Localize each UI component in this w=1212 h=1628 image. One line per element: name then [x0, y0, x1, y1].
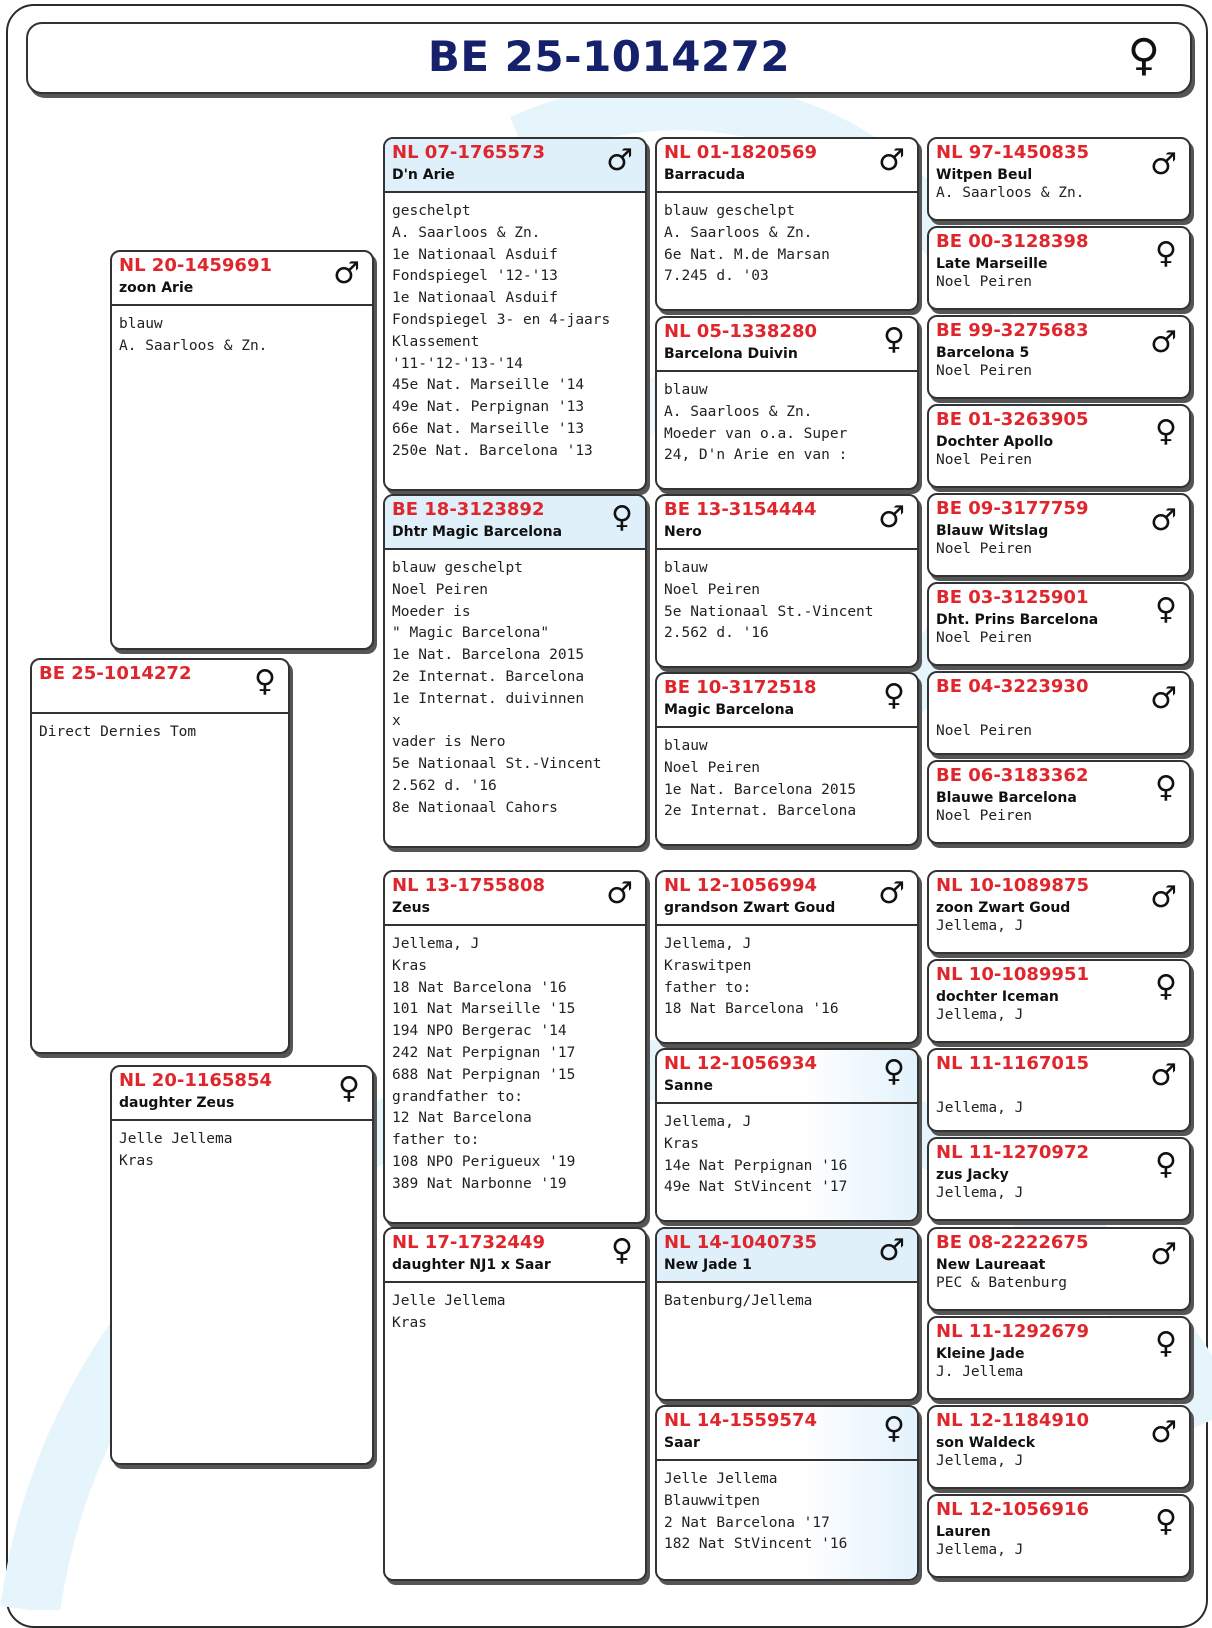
detail-line: A. Saarloos & Zn. [119, 337, 268, 354]
pigeon-name: Saar [664, 1435, 700, 1451]
detail-line: Kras [664, 1135, 699, 1152]
detail-line: 2 Nat Barcelona '17 [664, 1514, 830, 1531]
pigeon-card[interactable] [383, 494, 647, 848]
pigeon-name: D'n Arie [392, 167, 455, 183]
card-details [385, 550, 645, 820]
female-symbol-icon: ♀ [338, 1071, 360, 1106]
ring-number: NL 10-1089875 [936, 875, 1089, 896]
card-header [385, 1229, 645, 1283]
ring-number: NL 12-1056934 [664, 1053, 817, 1074]
detail-line: 108 NPO Perigueux '19 [392, 1153, 576, 1170]
ring-number: NL 11-1270972 [936, 1142, 1089, 1163]
detail-line: 1e Nat. Barcelona 2015 [392, 647, 585, 664]
pigeon-card[interactable] [927, 582, 1191, 666]
pigeon-name: Kleine Jade [936, 1346, 1025, 1362]
ring-number: NL 14-1559574 [664, 1410, 817, 1431]
ring-number: BE 06-3183362 [936, 765, 1089, 786]
breeder-name: Jellema, J [936, 1100, 1024, 1116]
detail-line: 49e Nat StVincent '17 [664, 1179, 848, 1196]
ring-number: BE 01-3263905 [936, 409, 1089, 430]
female-symbol-icon: ♀ [1155, 236, 1177, 271]
pigeon-name: Dochter Apollo [936, 434, 1054, 450]
breeder-name: Noel Peiren [936, 274, 1033, 290]
detail-line: 6e Nat. M.de Marsan [664, 246, 830, 263]
card-details [112, 306, 372, 358]
breeder-name: Noel Peiren [936, 363, 1033, 379]
pigeon-name: Witpen Beul [936, 167, 1033, 183]
female-symbol-icon: ♀ [883, 1411, 905, 1446]
detail-line: blauw [664, 738, 708, 754]
pigeon-name: Barcelona Duivin [664, 346, 798, 362]
pigeon-card[interactable] [927, 1227, 1191, 1311]
detail-line: Fondspiegel 3- en 4-jaars [392, 311, 611, 328]
detail-line: 250e Nat. Barcelona '13 [392, 442, 593, 459]
card-details [112, 1121, 372, 1173]
detail-line: 7.245 d. '03 [664, 268, 769, 285]
pigeon-name: Late Marseille [936, 256, 1048, 272]
card-header [657, 318, 917, 372]
breeder-name: Jellema, J [936, 1542, 1024, 1558]
card-header [657, 139, 917, 193]
female-symbol-icon: ♀ [1155, 592, 1177, 627]
detail-line: A. Saarloos & Zn. [392, 224, 541, 241]
card-details [32, 714, 288, 744]
pigeon-card[interactable] [927, 1405, 1191, 1489]
pigeon-card[interactable] [927, 226, 1191, 310]
ring-number: BE 25-1014272 [39, 663, 192, 684]
detail-line: Kras [119, 1152, 154, 1169]
female-symbol-icon: ♀ [883, 678, 905, 713]
card-details [385, 1283, 645, 1335]
detail-line: 14e Nat Perpignan '16 [664, 1157, 848, 1174]
detail-line: Kras [392, 1314, 427, 1331]
detail-line: 182 Nat StVincent '16 [664, 1536, 848, 1553]
pigeon-card[interactable] [927, 1494, 1191, 1578]
detail-line: Noel Peiren [392, 581, 489, 598]
detail-line: 242 Nat Perpignan '17 [392, 1044, 576, 1061]
detail-line: Jellema, J [392, 936, 480, 952]
pigeon-name: Magic Barcelona [664, 702, 795, 718]
pigeon-name: daughter NJ1 x Saar [392, 1257, 551, 1273]
pigeon-card[interactable] [30, 658, 290, 1054]
card-details [657, 550, 917, 645]
detail-line: Klassement [392, 333, 480, 350]
pigeon-name: Barcelona 5 [936, 345, 1030, 361]
detail-line: x [392, 712, 401, 729]
detail-line: Moeder van o.a. Super [664, 425, 848, 442]
detail-line: 688 Nat Perpignan '15 [392, 1066, 576, 1083]
female-symbol-icon: ♀ [1155, 414, 1177, 449]
breeder-name: Jellema, J [936, 1007, 1024, 1023]
breeder-name: Noel Peiren [936, 452, 1033, 468]
female-symbol-icon: ♀ [1155, 1147, 1177, 1182]
detail-line: 5e Nationaal St.-Vincent [664, 603, 874, 620]
pigeon-name: New Laureaat [936, 1257, 1046, 1273]
ring-number: NL 11-1167015 [936, 1053, 1089, 1074]
detail-line: 1e Nat. Barcelona 2015 [664, 781, 857, 798]
pigeon-card[interactable] [655, 870, 919, 1044]
detail-line: 2.562 d. '16 [392, 777, 497, 794]
detail-line: Jelle Jellema [392, 1293, 506, 1309]
detail-line: Fondspiegel '12-'13 [392, 268, 558, 285]
pigeon-name: Blauw Witslag [936, 523, 1049, 539]
ring-number: BE 00-3128398 [936, 231, 1089, 252]
detail-line: blauw geschelpt [392, 560, 523, 576]
ring-number: BE 18-3123892 [392, 499, 545, 520]
detail-line: 49e Nat. Perpignan '13 [392, 399, 585, 416]
card-header [657, 1229, 917, 1283]
pigeon-card[interactable] [110, 250, 374, 650]
female-symbol-icon: ♀ [1155, 1504, 1177, 1539]
detail-line: 8e Nationaal Cahors [392, 799, 558, 816]
female-symbol-icon: ♀ [1127, 30, 1160, 81]
pigeon-name: New Jade 1 [664, 1257, 752, 1273]
detail-line: Jelle Jellema [119, 1131, 233, 1147]
pigeon-card[interactable] [655, 1048, 919, 1222]
pigeon-name: grandson Zwart Goud [664, 900, 836, 916]
detail-line: 2.562 d. '16 [664, 625, 769, 642]
detail-line: Jelle Jellema [664, 1471, 778, 1487]
pigeon-card[interactable] [655, 494, 919, 668]
detail-line: 66e Nat. Marseille '13 [392, 420, 585, 437]
male-symbol-icon: ♂ [1150, 1237, 1177, 1272]
pigeon-card[interactable] [927, 959, 1191, 1043]
card-details [657, 372, 917, 467]
pigeon-card[interactable] [927, 315, 1191, 399]
detail-line: " Magic Barcelona" [392, 625, 550, 642]
pigeon-name: zoon Zwart Goud [936, 900, 1071, 916]
ring-number: NL 20-1165854 [119, 1070, 272, 1091]
pigeon-card[interactable] [383, 137, 647, 491]
male-symbol-icon: ♂ [1150, 880, 1177, 915]
detail-line: 194 NPO Bergerac '14 [392, 1023, 567, 1040]
pigeon-card[interactable] [655, 137, 919, 311]
pigeon-card[interactable] [927, 870, 1191, 954]
pigeon-name: zus Jacky [936, 1167, 1009, 1183]
detail-line: 1e Nationaal Asduif [392, 246, 558, 263]
pigeon-card[interactable] [927, 404, 1191, 488]
detail-line: A. Saarloos & Zn. [664, 403, 813, 420]
detail-line: 1e Nationaal Asduif [392, 290, 558, 307]
breeder-name: Noel Peiren [936, 723, 1033, 739]
detail-line: Noel Peiren [664, 759, 761, 776]
pigeon-card[interactable] [655, 1227, 919, 1401]
ring-number: NL 12-1056994 [664, 875, 817, 896]
ring-number: BE 04-3223930 [936, 676, 1089, 697]
breeder-name: Noel Peiren [936, 541, 1033, 557]
female-symbol-icon: ♀ [1155, 770, 1177, 805]
detail-line: 5e Nationaal St.-Vincent [392, 756, 602, 773]
female-symbol-icon: ♀ [611, 500, 633, 535]
pigeon-name: daughter Zeus [119, 1095, 235, 1111]
detail-line: blauw geschelpt [664, 203, 795, 219]
detail-line: 1e Internat. duivinnen [392, 690, 585, 707]
card-header [112, 252, 372, 306]
male-symbol-icon: ♂ [878, 500, 905, 535]
detail-line: vader is Nero [392, 734, 506, 751]
ring-number: BE 03-3125901 [936, 587, 1089, 608]
breeder-name: Jellema, J [936, 1185, 1024, 1201]
ring-number: NL 14-1040735 [664, 1232, 817, 1253]
breeder-name: A. Saarloos & Zn. [936, 185, 1085, 201]
ring-number: BE 99-3275683 [936, 320, 1089, 341]
card-header [385, 139, 645, 193]
male-symbol-icon: ♂ [333, 256, 360, 291]
detail-line: Blauwwitpen [664, 1492, 761, 1509]
pigeon-card[interactable] [927, 1316, 1191, 1400]
pigeon-name: Lauren [936, 1524, 991, 1540]
ring-number: NL 13-1755808 [392, 875, 545, 896]
breeder-name: PEC & Batenburg [936, 1275, 1067, 1291]
ring-number: NL 12-1056916 [936, 1499, 1089, 1520]
male-symbol-icon: ♂ [1150, 1415, 1177, 1450]
male-symbol-icon: ♂ [878, 143, 905, 178]
pigeon-card[interactable] [927, 137, 1191, 221]
pigeon-card[interactable] [927, 1048, 1191, 1132]
detail-line: blauw [664, 560, 708, 576]
ring-number: NL 12-1184910 [936, 1410, 1089, 1431]
pigeon-name: dochter Iceman [936, 989, 1059, 1005]
detail-line: A. Saarloos & Zn. [664, 224, 813, 241]
male-symbol-icon: ♂ [1150, 503, 1177, 538]
card-details [385, 193, 645, 463]
male-symbol-icon: ♂ [1150, 681, 1177, 716]
pigeon-card[interactable] [927, 760, 1191, 844]
ring-number: BE 08-2222675 [936, 1232, 1089, 1253]
pigeon-card[interactable] [655, 1405, 919, 1581]
pigeon-card[interactable] [927, 671, 1191, 755]
ring-number: BE 09-3177759 [936, 498, 1089, 519]
card-header [385, 872, 645, 926]
breeder-name: Jellema, J [936, 918, 1024, 934]
female-symbol-icon: ♀ [1155, 1326, 1177, 1361]
detail-line: grandfather to: [392, 1088, 523, 1105]
pigeon-card[interactable] [927, 1137, 1191, 1221]
detail-line: 2e Internat. Barcelona [664, 803, 857, 820]
male-symbol-icon: ♂ [878, 876, 905, 911]
ring-number: NL 10-1089951 [936, 964, 1089, 985]
pigeon-card[interactable] [383, 870, 647, 1224]
breeder-name: Jellema, J [936, 1453, 1024, 1469]
detail-line: Noel Peiren [664, 581, 761, 598]
card-details [657, 926, 917, 1021]
ring-number: NL 97-1450835 [936, 142, 1089, 163]
card-header [32, 660, 288, 714]
detail-line: Moeder is [392, 603, 471, 620]
pigeon-card[interactable] [927, 493, 1191, 577]
female-symbol-icon: ♀ [883, 1054, 905, 1089]
male-symbol-icon: ♂ [1150, 147, 1177, 182]
detail-line: father to: [664, 979, 752, 996]
detail-line: 18 Nat Barcelona '16 [664, 1001, 839, 1018]
male-symbol-icon: ♂ [1150, 325, 1177, 360]
male-symbol-icon: ♂ [606, 876, 633, 911]
pigeon-name: son Waldeck [936, 1435, 1036, 1451]
male-symbol-icon: ♂ [1150, 1058, 1177, 1093]
detail-line: 101 Nat Marseille '15 [392, 1001, 576, 1018]
female-symbol-icon: ♀ [611, 1233, 633, 1268]
pigeon-name: Dht. Prins Barcelona [936, 612, 1099, 628]
header-bar [26, 22, 1192, 94]
ring-number: NL 07-1765573 [392, 142, 545, 163]
detail-line: Direct Dernies Tom [39, 724, 197, 740]
detail-line: 2e Internat. Barcelona [392, 668, 585, 685]
detail-line: 45e Nat. Marseille '14 [392, 377, 585, 394]
detail-line: 24, D'n Arie en van : [664, 447, 848, 464]
detail-line: geschelpt [392, 203, 471, 219]
ring-number: NL 11-1292679 [936, 1321, 1089, 1342]
card-header [657, 496, 917, 550]
detail-line: Kras [392, 957, 427, 974]
pigeon-card[interactable] [655, 672, 919, 846]
detail-line: Jellema, J [664, 1114, 752, 1130]
pigeon-name: Blauwe Barcelona [936, 790, 1077, 806]
pigeon-name: zoon Arie [119, 280, 194, 296]
breeder-name: Noel Peiren [936, 630, 1033, 646]
card-details [657, 193, 917, 288]
breeder-name: J. Jellema [936, 1364, 1024, 1380]
ring-number: NL 20-1459691 [119, 255, 272, 276]
pigeon-card[interactable] [110, 1065, 374, 1465]
female-symbol-icon: ♀ [254, 664, 276, 699]
detail-line: Kraswitpen [664, 957, 752, 974]
pigeon-card[interactable] [655, 316, 919, 490]
card-header [385, 496, 645, 550]
detail-line: '11-'12-'13-'14 [392, 355, 523, 372]
card-header [657, 872, 917, 926]
detail-line: blauw [664, 382, 708, 398]
female-symbol-icon: ♀ [1155, 969, 1177, 1004]
pigeon-name: Nero [664, 524, 702, 540]
card-details [657, 1461, 917, 1556]
card-details [657, 1283, 917, 1313]
pigeon-card[interactable] [383, 1227, 647, 1581]
detail-line: Batenburg/Jellema [664, 1293, 813, 1309]
ring-number: NL 17-1732449 [392, 1232, 545, 1253]
card-header [657, 1050, 917, 1104]
ring-number: NL 01-1820569 [664, 142, 817, 163]
card-details [657, 1104, 917, 1199]
male-symbol-icon: ♂ [606, 143, 633, 178]
card-details [657, 728, 917, 823]
pigeon-name: Dhtr Magic Barcelona [392, 524, 563, 540]
detail-line: 18 Nat Barcelona '16 [392, 979, 567, 996]
pigeon-name: Barracuda [664, 167, 746, 183]
card-header [112, 1067, 372, 1121]
ring-number: BE 10-3172518 [664, 677, 817, 698]
breeder-name: Noel Peiren [936, 808, 1033, 824]
detail-line: father to: [392, 1132, 480, 1149]
detail-line: blauw [119, 316, 163, 332]
detail-line: 389 Nat Narbonne '19 [392, 1175, 567, 1192]
detail-line: 12 Nat Barcelona [392, 1110, 532, 1127]
ring-number: NL 05-1338280 [664, 321, 817, 342]
card-header [657, 674, 917, 728]
detail-line: Jellema, J [664, 936, 752, 952]
card-header [657, 1407, 917, 1461]
male-symbol-icon: ♂ [878, 1233, 905, 1268]
card-details [385, 926, 645, 1196]
page-title: BE 25-1014272 [427, 32, 791, 81]
female-symbol-icon: ♀ [883, 322, 905, 357]
pigeon-name: Zeus [392, 900, 430, 916]
ring-number: BE 13-3154444 [664, 499, 817, 520]
pigeon-name: Sanne [664, 1078, 713, 1094]
